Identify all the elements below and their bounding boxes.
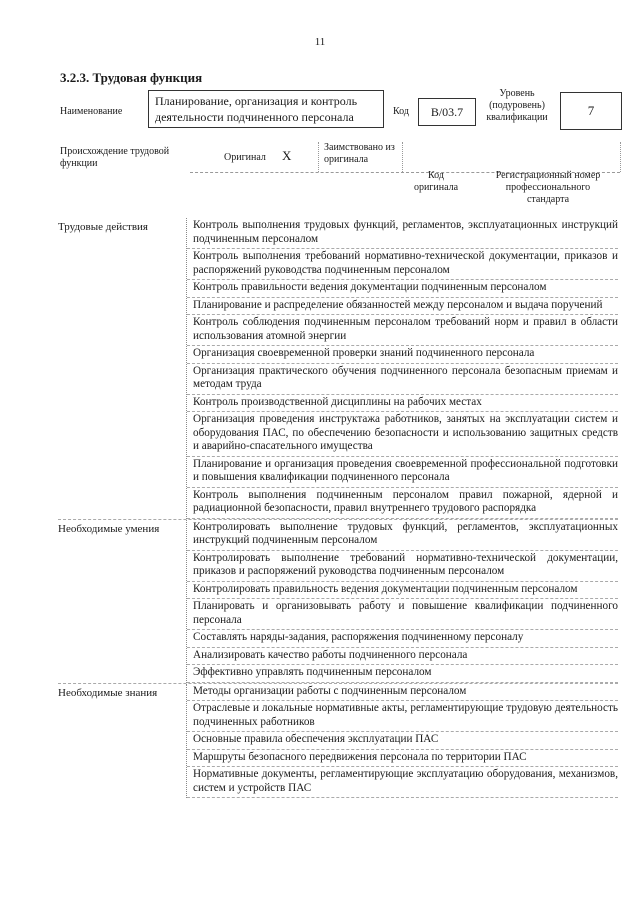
list-item: Основные правила обеспечения эксплуатации ПАС xyxy=(187,732,618,750)
list-item: Контроль правильности ведения документации подчиненным персоналом xyxy=(187,280,618,298)
name-label: Наименование xyxy=(60,106,123,117)
code-label: Код xyxy=(393,106,409,117)
list-item: Контролировать выполнение трудовых функций, регламентов, эксплуатационных инструкций подчиненным персоналом xyxy=(187,520,618,551)
function-name-value: Планирование, организация и контроль деятельности подчиненного персонала xyxy=(148,90,384,128)
original-label: Оригинал xyxy=(224,152,266,163)
list-item: Планировать и организовывать работу и повышение квалификации подчиненного персонала xyxy=(187,599,618,630)
section-items xyxy=(186,520,618,683)
reg-number-label: Регистрационный номер профессионального стандарта xyxy=(495,170,601,205)
list-item: Планирование и организация проведения своевременной профессиональной подготовки и повышения квалификации подчиненного персонала xyxy=(187,457,618,488)
section-label: Необходимые умения xyxy=(58,522,160,535)
list-item: Организация практического обучения подчиненного персонала безопасным приемам и методам труда xyxy=(187,364,618,395)
section-row xyxy=(58,218,618,519)
section-items xyxy=(186,218,618,519)
list-item: Отраслевые и локальные нормативные акты, регламентирующие трудовую деятельность подчиненных работников xyxy=(187,701,618,732)
list-item: Контролировать выполнение требований нормативно-технической документации, приказов и распоряжений руководства подчиненным персоналом xyxy=(187,551,618,582)
list-item: Планирование и распределение обязанностей между персоналом и выдача поручений xyxy=(187,298,618,316)
list-item: Эффективно управлять подчиненным персоналом xyxy=(187,665,618,683)
origin-divider-2 xyxy=(402,142,403,172)
list-item: Анализировать качество работы подчиненного персонала xyxy=(187,648,618,666)
code-original-label: Код оригинала xyxy=(413,170,459,193)
list-item: Контроль производственной дисциплины на рабочих местах xyxy=(187,395,618,413)
list-item: Организация проведения инструктажа работников, занятых на эксплуатации систем и оборудования ПАС, по обеспечению безопасности и использованию защитных средств и аварийно-спасательного имущества xyxy=(187,412,618,457)
origin-label: Происхождение трудовой функции xyxy=(60,146,170,169)
original-mark: X xyxy=(282,148,292,163)
level-value: 7 xyxy=(560,92,622,130)
section-row xyxy=(58,683,618,799)
list-item: Методы организации работы с подчиненным персоналом xyxy=(187,684,618,702)
level-label: Уровень (подуровень) квалификации xyxy=(486,88,548,123)
section-row xyxy=(58,519,618,683)
list-item: Контроль выполнения трудовых функций, регламентов, эксплуатационных инструкций подчиненным персоналом xyxy=(187,218,618,249)
list-item: Нормативные документы, регламентирующие эксплуатацию оборудования, механизмов, систем и устройств ПАС xyxy=(187,767,618,798)
borrowed-label: Заимствовано из оригинала xyxy=(324,142,395,165)
list-item: Контроль выполнения подчиненным персоналом правил пожарной, ядерной и радиационной безопасности, правил внутреннего трудового распорядка xyxy=(187,488,618,519)
list-item: Маршруты безопасного передвижения персонала по территории ПАС xyxy=(187,750,618,768)
origin-divider xyxy=(318,142,319,172)
page-number: 11 xyxy=(314,36,326,48)
functions-table xyxy=(58,218,618,798)
list-item: Контроль соблюдения подчиненным персоналом требований норм и правил в области использования атомной энергии xyxy=(187,315,618,346)
list-item: Организация своевременной проверки знаний подчиненного персонала xyxy=(187,346,618,364)
code-value: B/03.7 xyxy=(418,98,476,126)
origin-divider-3 xyxy=(620,142,621,172)
list-item: Составлять наряды-задания, распоряжения подчиненному персоналу xyxy=(187,630,618,648)
section-label: Трудовые действия xyxy=(58,221,148,233)
list-item: Контролировать правильность ведения документации подчиненным персоналом xyxy=(187,582,618,600)
section-title: 3.2.3. Трудовая функция xyxy=(60,70,203,85)
list-item: Контроль выполнения требований нормативно-технической документации, приказов и распоряжений руководства подчиненным персоналом xyxy=(187,249,618,280)
section-items xyxy=(186,684,618,799)
section-label: Необходимые знания xyxy=(58,686,158,699)
